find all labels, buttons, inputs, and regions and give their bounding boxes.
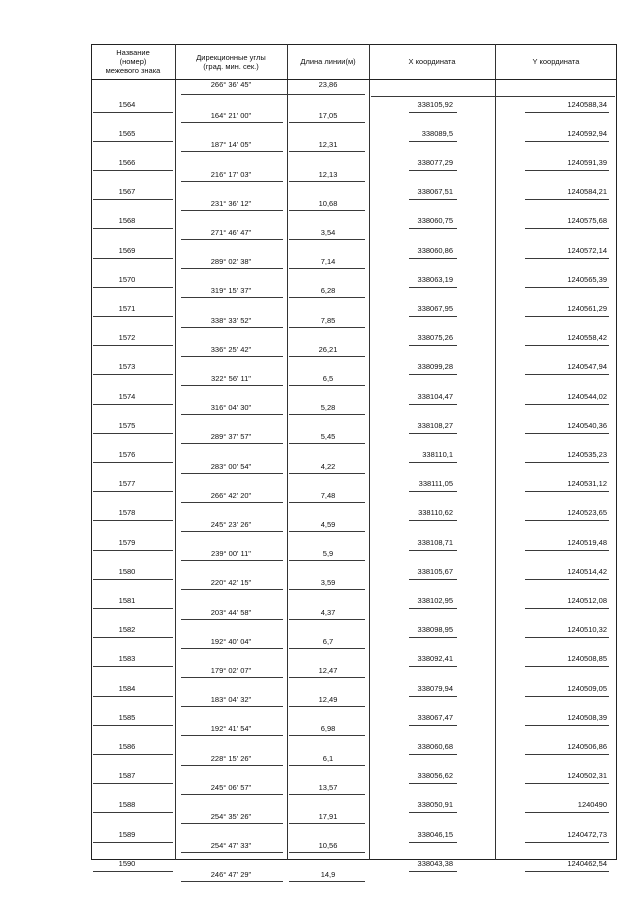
- line-length-cell: 3,54: [320, 228, 336, 237]
- line-length-cell: 10,68: [318, 198, 338, 208]
- direction-angle-cell: 192° 40' 04": [210, 636, 252, 646]
- table-row-rule: [93, 579, 173, 580]
- table-row-rule: [409, 462, 457, 463]
- table-row-rule: [409, 579, 457, 580]
- direction-angle-cell: 203° 44' 58": [210, 607, 252, 617]
- table-row-rule: [93, 725, 173, 726]
- table-row-rule: [525, 783, 609, 784]
- table-row-rule: [93, 316, 173, 317]
- table-row-rule: [525, 374, 609, 375]
- direction-angle-cell: 336° 25' 42": [210, 344, 252, 354]
- x-coordinate-cell: 338110,62: [418, 508, 453, 518]
- table-row-rule: [409, 374, 457, 375]
- mark-name-cell: 1573: [118, 362, 136, 372]
- table-row-rule: [289, 619, 365, 620]
- x-coordinate-cell: 338067,47: [417, 712, 453, 722]
- line-length-cell: 7,14: [320, 257, 336, 267]
- table-row-rule: [409, 725, 457, 726]
- table-row-rule: [289, 735, 365, 736]
- table-row-rule: [289, 210, 365, 211]
- x-coordinate-cell: 338060,68: [417, 742, 453, 751]
- mark-name-cell: 1588: [118, 800, 136, 810]
- table-row-rule: [93, 433, 173, 434]
- table-row-rule: [93, 871, 173, 872]
- mark-name-cell: 1578: [118, 508, 136, 518]
- direction-angle-cell: 319° 15' 37": [210, 286, 252, 296]
- table-row-rule: [409, 170, 457, 171]
- y-coordinate-cell: 1240592,94: [567, 128, 607, 138]
- table-row-rule: [181, 619, 283, 620]
- table-row-rule: [409, 141, 457, 142]
- table-row-rule: [289, 268, 365, 269]
- table-row-rule: [525, 316, 609, 317]
- direction-angle-cell: 220° 42' 15": [210, 578, 252, 588]
- table-row-rule: [181, 648, 283, 649]
- y-coordinate-cell: 1240535,23: [567, 450, 607, 459]
- mark-name-cell: 1579: [118, 537, 136, 547]
- mark-name-cell: 1567: [118, 187, 136, 197]
- table-row-rule: [93, 462, 173, 463]
- y-coordinate-cell: 1240544,02: [567, 391, 607, 401]
- mark-name-cell: 1564: [118, 99, 136, 109]
- line-length-cell: 6,1: [322, 753, 334, 763]
- x-coordinate-cell: 338092,41: [417, 654, 453, 664]
- table-row-rule: [525, 550, 609, 551]
- y-coordinate-cell: 1240462,54: [567, 858, 607, 868]
- table-row-rule: [409, 637, 457, 638]
- line-length-cell: 4,22: [320, 461, 336, 471]
- direction-angle-cell: 192° 41' 54": [210, 724, 252, 734]
- x-coordinate-cell: 338104,47: [417, 391, 453, 401]
- x-coordinate-cell: 338060,86: [417, 245, 453, 255]
- line-length-cell: 4,59: [320, 520, 336, 529]
- table-row-rule: [93, 345, 173, 346]
- table-row-rule: [409, 520, 457, 521]
- mark-name-cell: 1580: [118, 566, 136, 576]
- table-row-rule: [409, 550, 457, 551]
- table-row-rule: [93, 170, 173, 171]
- table-row-rule: [181, 414, 283, 415]
- table-row-rule: [93, 112, 173, 113]
- direction-angle-cell: 289° 37' 57": [210, 432, 252, 442]
- mark-name-cell: 1586: [118, 742, 136, 751]
- mark-name-cell: 1582: [118, 625, 136, 635]
- table-row-rule: [525, 666, 609, 667]
- table-row-rule: [289, 473, 365, 474]
- direction-angle-cell: 316° 04' 30": [210, 403, 252, 413]
- table-row-rule: [409, 258, 457, 259]
- table-row-rule: [525, 608, 609, 609]
- header-separator: [91, 79, 617, 80]
- table-row-rule: [409, 696, 457, 697]
- table-row-rule: [93, 404, 173, 405]
- y-coordinate-cell: 1240472,73: [567, 829, 607, 839]
- table-row-rule: [409, 287, 457, 288]
- table-row-rule: [289, 239, 365, 240]
- x-coordinate-cell: 338105,67: [417, 566, 453, 576]
- line-length-cell: 7,48: [320, 490, 336, 500]
- direction-angle-cell: 266° 42' 20": [210, 490, 252, 500]
- x-coordinate-cell: 338046,15: [417, 829, 453, 839]
- table-row-rule: [289, 823, 365, 824]
- line-length-cell: 12,31: [318, 140, 338, 150]
- table-row-rule: [181, 735, 283, 736]
- table-row-rule: [409, 666, 457, 667]
- table-row-rule: [181, 473, 283, 474]
- table-row-rule: [409, 812, 457, 813]
- table-row-rule: [289, 151, 365, 152]
- table-row-rule: [181, 560, 283, 561]
- column-divider: [369, 44, 370, 860]
- table-row-rule: [409, 871, 457, 872]
- table-row-rule: [525, 842, 609, 843]
- line-length-cell: 5,28: [320, 403, 336, 413]
- mark-name-cell: 1587: [118, 771, 136, 781]
- table-row-rule: [93, 666, 173, 667]
- table-row-rule: [181, 502, 283, 503]
- table-row-rule: [181, 443, 283, 444]
- table-row-rule: [181, 823, 283, 824]
- y-coordinate-cell: 1240531,12: [567, 479, 607, 489]
- y-coordinate-cell: 1240490: [577, 800, 607, 810]
- x-coordinate-cell: 338108,71: [417, 537, 453, 547]
- mark-name-cell: 1575: [118, 420, 136, 430]
- table-row-rule: [289, 531, 365, 532]
- x-coordinate-cell: 338077,29: [417, 158, 453, 167]
- x-coordinate-cell: 338050,91: [417, 800, 453, 810]
- table-row-rule: [93, 812, 173, 813]
- table-row-rule: [525, 462, 609, 463]
- line-length-cell: 5,45: [320, 432, 336, 442]
- table-row-rule: [409, 199, 457, 200]
- line-length-cell: 7,85: [320, 315, 336, 325]
- coordinates-table: [91, 44, 617, 860]
- table-row-rule: [525, 228, 609, 229]
- table-row-rule: [409, 754, 457, 755]
- y-coordinate-cell: 1240509,05: [567, 683, 607, 693]
- direction-angle-cell: 231° 36' 12": [210, 198, 252, 208]
- table-row-rule: [181, 94, 365, 95]
- y-coordinate-cell: 1240510,32: [567, 625, 607, 635]
- table-row-rule: [93, 842, 173, 843]
- mark-name-cell: 1570: [118, 274, 136, 284]
- line-length-cell: 10,56: [318, 841, 338, 851]
- table-row-rule: [409, 433, 457, 434]
- x-coordinate-cell: 338089,5: [421, 128, 453, 138]
- table-row-rule: [181, 327, 283, 328]
- table-row-rule: [525, 725, 609, 726]
- y-coordinate-cell: 1240523,65: [567, 508, 607, 518]
- table-row-rule: [525, 404, 609, 405]
- table-row-rule: [409, 491, 457, 492]
- line-length-cell: 17,05: [318, 111, 338, 121]
- mark-name-cell: 1574: [118, 391, 136, 401]
- line-length-cell: 12,13: [318, 169, 338, 179]
- table-row-rule: [289, 122, 365, 123]
- table-row-rule: [93, 141, 173, 142]
- table-row-rule: [409, 404, 457, 405]
- table-row-rule: [181, 181, 283, 182]
- y-coordinate-cell: 1240584,21: [567, 187, 607, 197]
- y-coordinate-cell: 1240575,68: [567, 216, 607, 226]
- x-coordinate-cell: 338108,27: [417, 420, 453, 430]
- table-row-rule: [289, 443, 365, 444]
- direction-angle-cell: 271° 46' 47": [210, 228, 252, 237]
- direction-angle-cell: 164° 21' 00": [210, 111, 252, 121]
- table-row-rule: [525, 258, 609, 259]
- table-row-rule: [289, 560, 365, 561]
- table-row-rule: [181, 385, 283, 386]
- header-mark-name: Название (номер) межевого знака: [105, 48, 161, 75]
- direction-angle-cell: 322° 56' 11": [211, 374, 251, 383]
- table-row-rule: [409, 345, 457, 346]
- y-coordinate-cell: 1240572,14: [567, 245, 607, 255]
- x-coordinate-cell: 338079,94: [417, 683, 453, 693]
- table-row-rule: [525, 433, 609, 434]
- table-row-rule: [371, 96, 615, 97]
- header-x-coordinate: X координата: [408, 57, 456, 66]
- mark-name-cell: 1577: [118, 479, 136, 489]
- table-row-rule: [181, 765, 283, 766]
- table-row-rule: [525, 520, 609, 521]
- direction-angle-cell: 239° 00' 11": [211, 549, 251, 559]
- table-row-rule: [181, 677, 283, 678]
- x-coordinate-cell: 338102,95: [417, 596, 453, 605]
- table-row-rule: [525, 754, 609, 755]
- table-row-rule: [93, 258, 173, 259]
- table-row-rule: [181, 531, 283, 532]
- table-row-rule: [181, 852, 283, 853]
- x-coordinate-cell: 338043,38: [417, 858, 453, 868]
- table-row-rule: [93, 491, 173, 492]
- table-row-rule: [289, 852, 365, 853]
- direction-angle-cell: 254° 47' 33": [210, 841, 252, 851]
- line-length-cell: 6,28: [320, 286, 336, 296]
- line-length-cell: 26,21: [318, 344, 338, 354]
- y-coordinate-cell: 1240591,39: [567, 158, 607, 167]
- line-length-cell: 3,59: [320, 578, 336, 588]
- column-divider: [175, 44, 176, 860]
- table-row-rule: [181, 268, 283, 269]
- y-coordinate-cell: 1240547,94: [567, 362, 607, 372]
- table-row-rule: [181, 122, 283, 123]
- mark-name-cell: 1590: [118, 858, 136, 868]
- mark-name-cell: 1565: [118, 128, 136, 138]
- table-row-rule: [93, 374, 173, 375]
- y-coordinate-cell: 1240506,86: [567, 742, 607, 751]
- table-row-rule: [525, 637, 609, 638]
- table-row-rule: [181, 881, 283, 882]
- table-row-rule: [409, 783, 457, 784]
- mark-name-cell: 1572: [118, 333, 136, 343]
- table-row-rule: [181, 239, 283, 240]
- table-row-rule: [289, 794, 365, 795]
- table-row-rule: [525, 141, 609, 142]
- mark-name-cell: 1576: [118, 450, 136, 459]
- table-row-rule: [289, 414, 365, 415]
- x-coordinate-cell: 338110,1: [422, 450, 453, 459]
- line-length-cell: 6,98: [320, 724, 336, 734]
- column-divider: [287, 44, 288, 860]
- table-row-rule: [289, 327, 365, 328]
- direction-angle-cell: 246° 47' 29": [210, 870, 252, 880]
- table-row-rule: [409, 228, 457, 229]
- header-line-length: Длина линии(м): [300, 57, 356, 66]
- table-row-rule: [409, 112, 457, 113]
- mark-name-cell: 1571: [118, 304, 136, 313]
- direction-angle-cell: 338° 33' 52": [210, 315, 252, 325]
- x-coordinate-cell: 338067,95: [417, 304, 453, 313]
- y-coordinate-cell: 1240514,42: [567, 566, 607, 576]
- direction-angle-cell: 228° 15' 26": [210, 753, 252, 763]
- x-coordinate-cell: 338105,92: [417, 99, 453, 109]
- table-row-rule: [289, 765, 365, 766]
- table-row-rule: [525, 170, 609, 171]
- x-coordinate-cell: 338111,05: [418, 479, 453, 489]
- table-row-rule: [93, 637, 173, 638]
- table-row-rule: [525, 812, 609, 813]
- table-row-rule: [289, 181, 365, 182]
- mark-name-cell: 1584: [118, 683, 136, 693]
- table-row-rule: [93, 520, 173, 521]
- line-length-cell: 23,86: [318, 80, 338, 89]
- y-coordinate-cell: 1240558,42: [567, 333, 607, 343]
- table-row-rule: [525, 287, 609, 288]
- table-row-rule: [93, 608, 173, 609]
- table-row-rule: [93, 696, 173, 697]
- table-row-rule: [93, 550, 173, 551]
- direction-angle-cell: 245° 06' 57": [210, 782, 252, 792]
- mark-name-cell: 1585: [118, 712, 136, 722]
- x-coordinate-cell: 338056,62: [417, 771, 453, 781]
- table-row-rule: [525, 696, 609, 697]
- direction-angle-cell: 179° 02' 07": [210, 666, 252, 675]
- line-length-cell: 13,57: [318, 782, 338, 792]
- table-row-rule: [409, 316, 457, 317]
- table-row-rule: [181, 356, 283, 357]
- table-row-rule: [93, 754, 173, 755]
- direction-angle-cell: 187° 14' 05": [210, 140, 252, 150]
- direction-angle-cell: 183° 04' 32": [210, 695, 252, 705]
- line-length-cell: 17,91: [318, 812, 338, 821]
- header-y-coordinate: Y координата: [532, 57, 580, 66]
- line-length-cell: 5,9: [322, 549, 334, 559]
- table-row-rule: [289, 881, 365, 882]
- y-coordinate-cell: 1240565,39: [567, 274, 607, 284]
- mark-name-cell: 1569: [118, 245, 136, 255]
- table-row-rule: [525, 112, 609, 113]
- y-coordinate-cell: 1240588,34: [567, 99, 607, 109]
- table-row-rule: [93, 199, 173, 200]
- table-row-rule: [181, 706, 283, 707]
- y-coordinate-cell: 1240502,31: [567, 771, 607, 781]
- column-divider: [495, 44, 496, 860]
- table-row-rule: [289, 677, 365, 678]
- line-length-cell: 14,9: [320, 870, 336, 880]
- y-coordinate-cell: 1240512,08: [567, 596, 607, 605]
- x-coordinate-cell: 338075,26: [417, 333, 453, 343]
- y-coordinate-cell: 1240508,39: [567, 712, 607, 722]
- x-coordinate-cell: 338063,19: [417, 274, 453, 284]
- mark-name-cell: 1583: [118, 654, 136, 664]
- table-row-rule: [93, 228, 173, 229]
- table-row-rule: [289, 589, 365, 590]
- table-row-rule: [181, 151, 283, 152]
- table-row-rule: [93, 287, 173, 288]
- table-row-rule: [525, 491, 609, 492]
- line-length-cell: 4,37: [320, 607, 336, 617]
- direction-angle-cell: 289° 02' 38": [210, 257, 252, 267]
- direction-angle-cell: 216° 17' 03": [210, 169, 252, 179]
- x-coordinate-cell: 338060,75: [417, 216, 453, 226]
- direction-angle-cell: 245° 23' 26": [210, 520, 252, 529]
- table-row-rule: [181, 210, 283, 211]
- table-row-rule: [289, 648, 365, 649]
- header-direction-angle: Дирекционные углы (град. мин. сек.): [196, 52, 266, 71]
- y-coordinate-cell: 1240519,48: [567, 537, 607, 547]
- table-row-rule: [289, 297, 365, 298]
- y-coordinate-cell: 1240561,29: [567, 304, 607, 313]
- mark-name-cell: 1581: [118, 596, 136, 605]
- table-row-rule: [289, 706, 365, 707]
- x-coordinate-cell: 338067,51: [417, 187, 453, 197]
- direction-angle-cell: 283° 00' 54": [210, 461, 252, 471]
- table-row-rule: [181, 794, 283, 795]
- table-row-rule: [289, 356, 365, 357]
- mark-name-cell: 1568: [118, 216, 136, 226]
- table-row-rule: [409, 608, 457, 609]
- table-row-rule: [181, 297, 283, 298]
- mark-name-cell: 1589: [118, 829, 136, 839]
- line-length-cell: 12,49: [318, 695, 338, 705]
- table-row-rule: [525, 871, 609, 872]
- line-length-cell: 6,5: [322, 374, 334, 383]
- direction-angle-cell: 266° 36' 45": [210, 80, 252, 89]
- x-coordinate-cell: 338099,28: [417, 362, 453, 372]
- y-coordinate-cell: 1240540,36: [567, 420, 607, 430]
- direction-angle-cell: 254° 35' 26": [210, 812, 252, 821]
- table-row-rule: [525, 579, 609, 580]
- table-row-rule: [289, 385, 365, 386]
- table-row-rule: [525, 199, 609, 200]
- line-length-cell: 6,7: [322, 636, 334, 646]
- table-row-rule: [525, 345, 609, 346]
- table-row-rule: [289, 502, 365, 503]
- y-coordinate-cell: 1240508,85: [567, 654, 607, 664]
- line-length-cell: 12,47: [318, 666, 338, 675]
- table-row-rule: [409, 842, 457, 843]
- table-row-rule: [181, 589, 283, 590]
- table-row-rule: [93, 783, 173, 784]
- mark-name-cell: 1566: [118, 158, 136, 167]
- x-coordinate-cell: 338098,95: [417, 625, 453, 635]
